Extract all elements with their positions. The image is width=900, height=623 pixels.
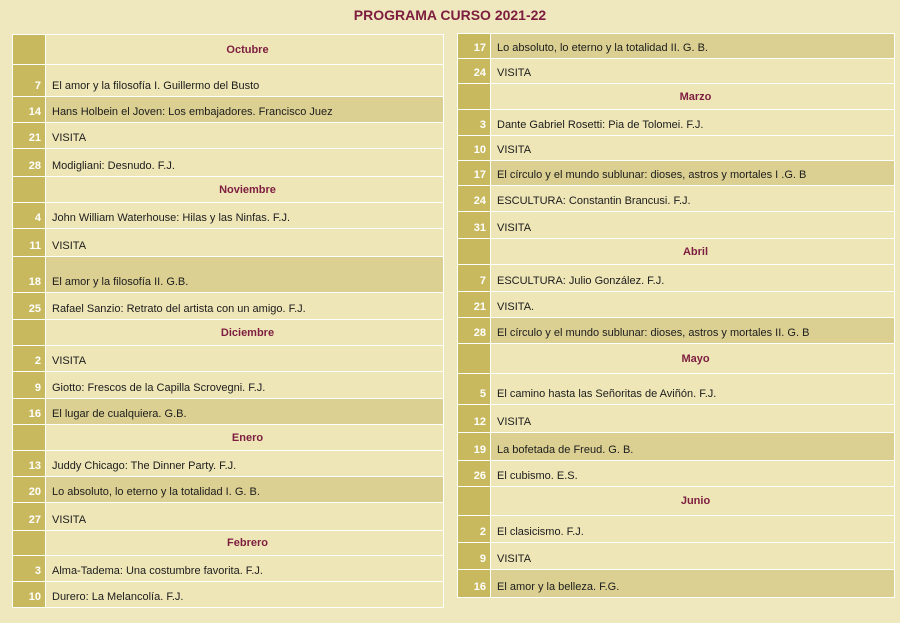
session-title: John William Waterhouse: Hilas y las Ninfas. F.J.	[46, 203, 444, 229]
month-day-cell	[13, 35, 46, 65]
month-label: Octubre	[46, 35, 444, 65]
session-title: Juddy Chicago: The Dinner Party. F.J.	[46, 451, 444, 477]
day-number: 20	[13, 477, 46, 503]
schedule-row	[458, 186, 895, 212]
session-title: Alma-Tadema: Una costumbre favorita. F.J.	[46, 556, 444, 582]
session-title: Dante Gabriel Rosetti: Pia de Tolomei. F.J.	[491, 110, 895, 136]
session-title: Durero: La Melancolía. F.J.	[46, 582, 444, 608]
schedule-row	[458, 265, 895, 292]
session-title: ESCULTURA: Julio González. F.J.	[491, 265, 895, 292]
day-number: 26	[458, 461, 491, 487]
session-title: ESCULTURA: Constantin Brancusi. F.J.	[491, 186, 895, 212]
day-number: 10	[458, 136, 491, 161]
month-day-cell	[13, 177, 46, 203]
day-number: 21	[458, 292, 491, 318]
day-number: 11	[13, 229, 46, 257]
session-title: El clasicismo. F.J.	[491, 516, 895, 543]
session-title: Giotto: Frescos de la Capilla Scrovegni. F.J.	[46, 372, 444, 399]
schedule-row	[458, 110, 895, 136]
day-number: 7	[458, 265, 491, 292]
day-number: 3	[13, 556, 46, 582]
day-number: 16	[458, 570, 491, 598]
schedule-row	[13, 556, 444, 582]
session-title: VISITA.	[491, 292, 895, 318]
session-title: VISITA	[491, 59, 895, 84]
month-header	[458, 344, 895, 374]
session-title: El amor y la filosofía II. G.B.	[46, 257, 444, 293]
schedule-row	[458, 374, 895, 405]
schedule-row	[13, 477, 444, 503]
session-title: VISITA	[491, 212, 895, 239]
month-label: Diciembre	[46, 320, 444, 346]
session-title: Modigliani: Desnudo. F.J.	[46, 149, 444, 177]
session-title: La bofetada de Freud. G. B.	[491, 433, 895, 461]
schedule-row	[458, 461, 895, 487]
schedule-row	[458, 318, 895, 344]
day-number: 19	[458, 433, 491, 461]
schedule-row	[458, 405, 895, 433]
month-label: Mayo	[491, 344, 895, 374]
session-title: El círculo y el mundo sublunar: dioses, astros y mortales II. G. B	[491, 318, 895, 344]
day-number: 18	[13, 257, 46, 293]
month-day-cell	[458, 344, 491, 374]
day-number: 7	[13, 65, 46, 97]
month-day-cell	[458, 487, 491, 516]
session-title: VISITA	[46, 123, 444, 149]
schedule-row	[458, 516, 895, 543]
session-title: VISITA	[46, 229, 444, 257]
schedule-table-left	[12, 34, 444, 608]
day-number: 17	[458, 34, 491, 59]
month-header	[13, 425, 444, 451]
schedule-row	[458, 433, 895, 461]
month-label: Junio	[491, 487, 895, 516]
day-number: 9	[458, 543, 491, 570]
day-number: 21	[13, 123, 46, 149]
schedule-table-right	[457, 33, 895, 598]
day-number: 24	[458, 59, 491, 84]
session-title: Rafael Sanzio: Retrato del artista con un amigo. F.J.	[46, 293, 444, 320]
month-header	[13, 320, 444, 346]
schedule-row	[13, 451, 444, 477]
schedule-row	[458, 292, 895, 318]
day-number: 27	[13, 503, 46, 531]
month-label: Febrero	[46, 531, 444, 556]
schedule-row	[13, 203, 444, 229]
schedule-row	[13, 503, 444, 531]
day-number: 3	[458, 110, 491, 136]
month-label: Marzo	[491, 84, 895, 110]
schedule-row	[13, 65, 444, 97]
schedule-row	[13, 293, 444, 320]
session-title: El amor y la filosofía I. Guillermo del Busto	[46, 65, 444, 97]
schedule-row	[13, 257, 444, 293]
day-number: 28	[458, 318, 491, 344]
schedule-row	[458, 161, 895, 186]
schedule-row	[13, 372, 444, 399]
month-header	[458, 239, 895, 265]
day-number: 13	[13, 451, 46, 477]
schedule-row	[458, 136, 895, 161]
day-number: 10	[13, 582, 46, 608]
day-number: 17	[458, 161, 491, 186]
session-title: El amor y la belleza. F.G.	[491, 570, 895, 598]
schedule-row	[458, 59, 895, 84]
month-day-cell	[458, 84, 491, 110]
session-title: VISITA	[46, 346, 444, 372]
session-title: El lugar de cualquiera. G.B.	[46, 399, 444, 425]
month-header	[13, 35, 444, 65]
day-number: 12	[458, 405, 491, 433]
month-label: Enero	[46, 425, 444, 451]
session-title: VISITA	[491, 543, 895, 570]
month-label: Noviembre	[46, 177, 444, 203]
session-title: Lo absoluto, lo eterno y la totalidad I. G. B.	[46, 477, 444, 503]
schedule-row	[458, 34, 895, 59]
day-number: 5	[458, 374, 491, 405]
month-header	[13, 177, 444, 203]
session-title: VISITA	[491, 136, 895, 161]
day-number: 16	[13, 399, 46, 425]
schedule-row	[13, 582, 444, 608]
month-header	[458, 84, 895, 110]
session-title: Hans Holbein el Joven: Los embajadores. Francisco Juez	[46, 97, 444, 123]
day-number: 31	[458, 212, 491, 239]
session-title: VISITA	[46, 503, 444, 531]
month-day-cell	[458, 239, 491, 265]
page-title: PROGRAMA CURSO 2021-22	[353, 7, 547, 23]
day-number: 28	[13, 149, 46, 177]
session-title: El cubismo. E.S.	[491, 461, 895, 487]
month-header	[13, 531, 444, 556]
day-number: 14	[13, 97, 46, 123]
schedule-row	[458, 212, 895, 239]
schedule-row	[458, 543, 895, 570]
schedule-row	[13, 123, 444, 149]
schedule-row	[13, 149, 444, 177]
month-day-cell	[13, 320, 46, 346]
day-number: 2	[13, 346, 46, 372]
month-header	[458, 487, 895, 516]
day-number: 24	[458, 186, 491, 212]
session-title: El camino hasta las Señoritas de Aviñón. F.J.	[491, 374, 895, 405]
schedule-row	[13, 399, 444, 425]
day-number: 2	[458, 516, 491, 543]
day-number: 4	[13, 203, 46, 229]
day-number: 9	[13, 372, 46, 399]
month-day-cell	[13, 531, 46, 556]
month-day-cell	[13, 425, 46, 451]
session-title: Lo absoluto, lo eterno y la totalidad II. G. B.	[491, 34, 895, 59]
session-title: VISITA	[491, 405, 895, 433]
schedule-row	[458, 570, 895, 598]
schedule-row	[13, 97, 444, 123]
schedule-row	[13, 229, 444, 257]
month-label: Abril	[491, 239, 895, 265]
schedule-row	[13, 346, 444, 372]
session-title: El círculo y el mundo sublunar: dioses, astros y mortales I .G. B	[491, 161, 895, 186]
day-number: 25	[13, 293, 46, 320]
